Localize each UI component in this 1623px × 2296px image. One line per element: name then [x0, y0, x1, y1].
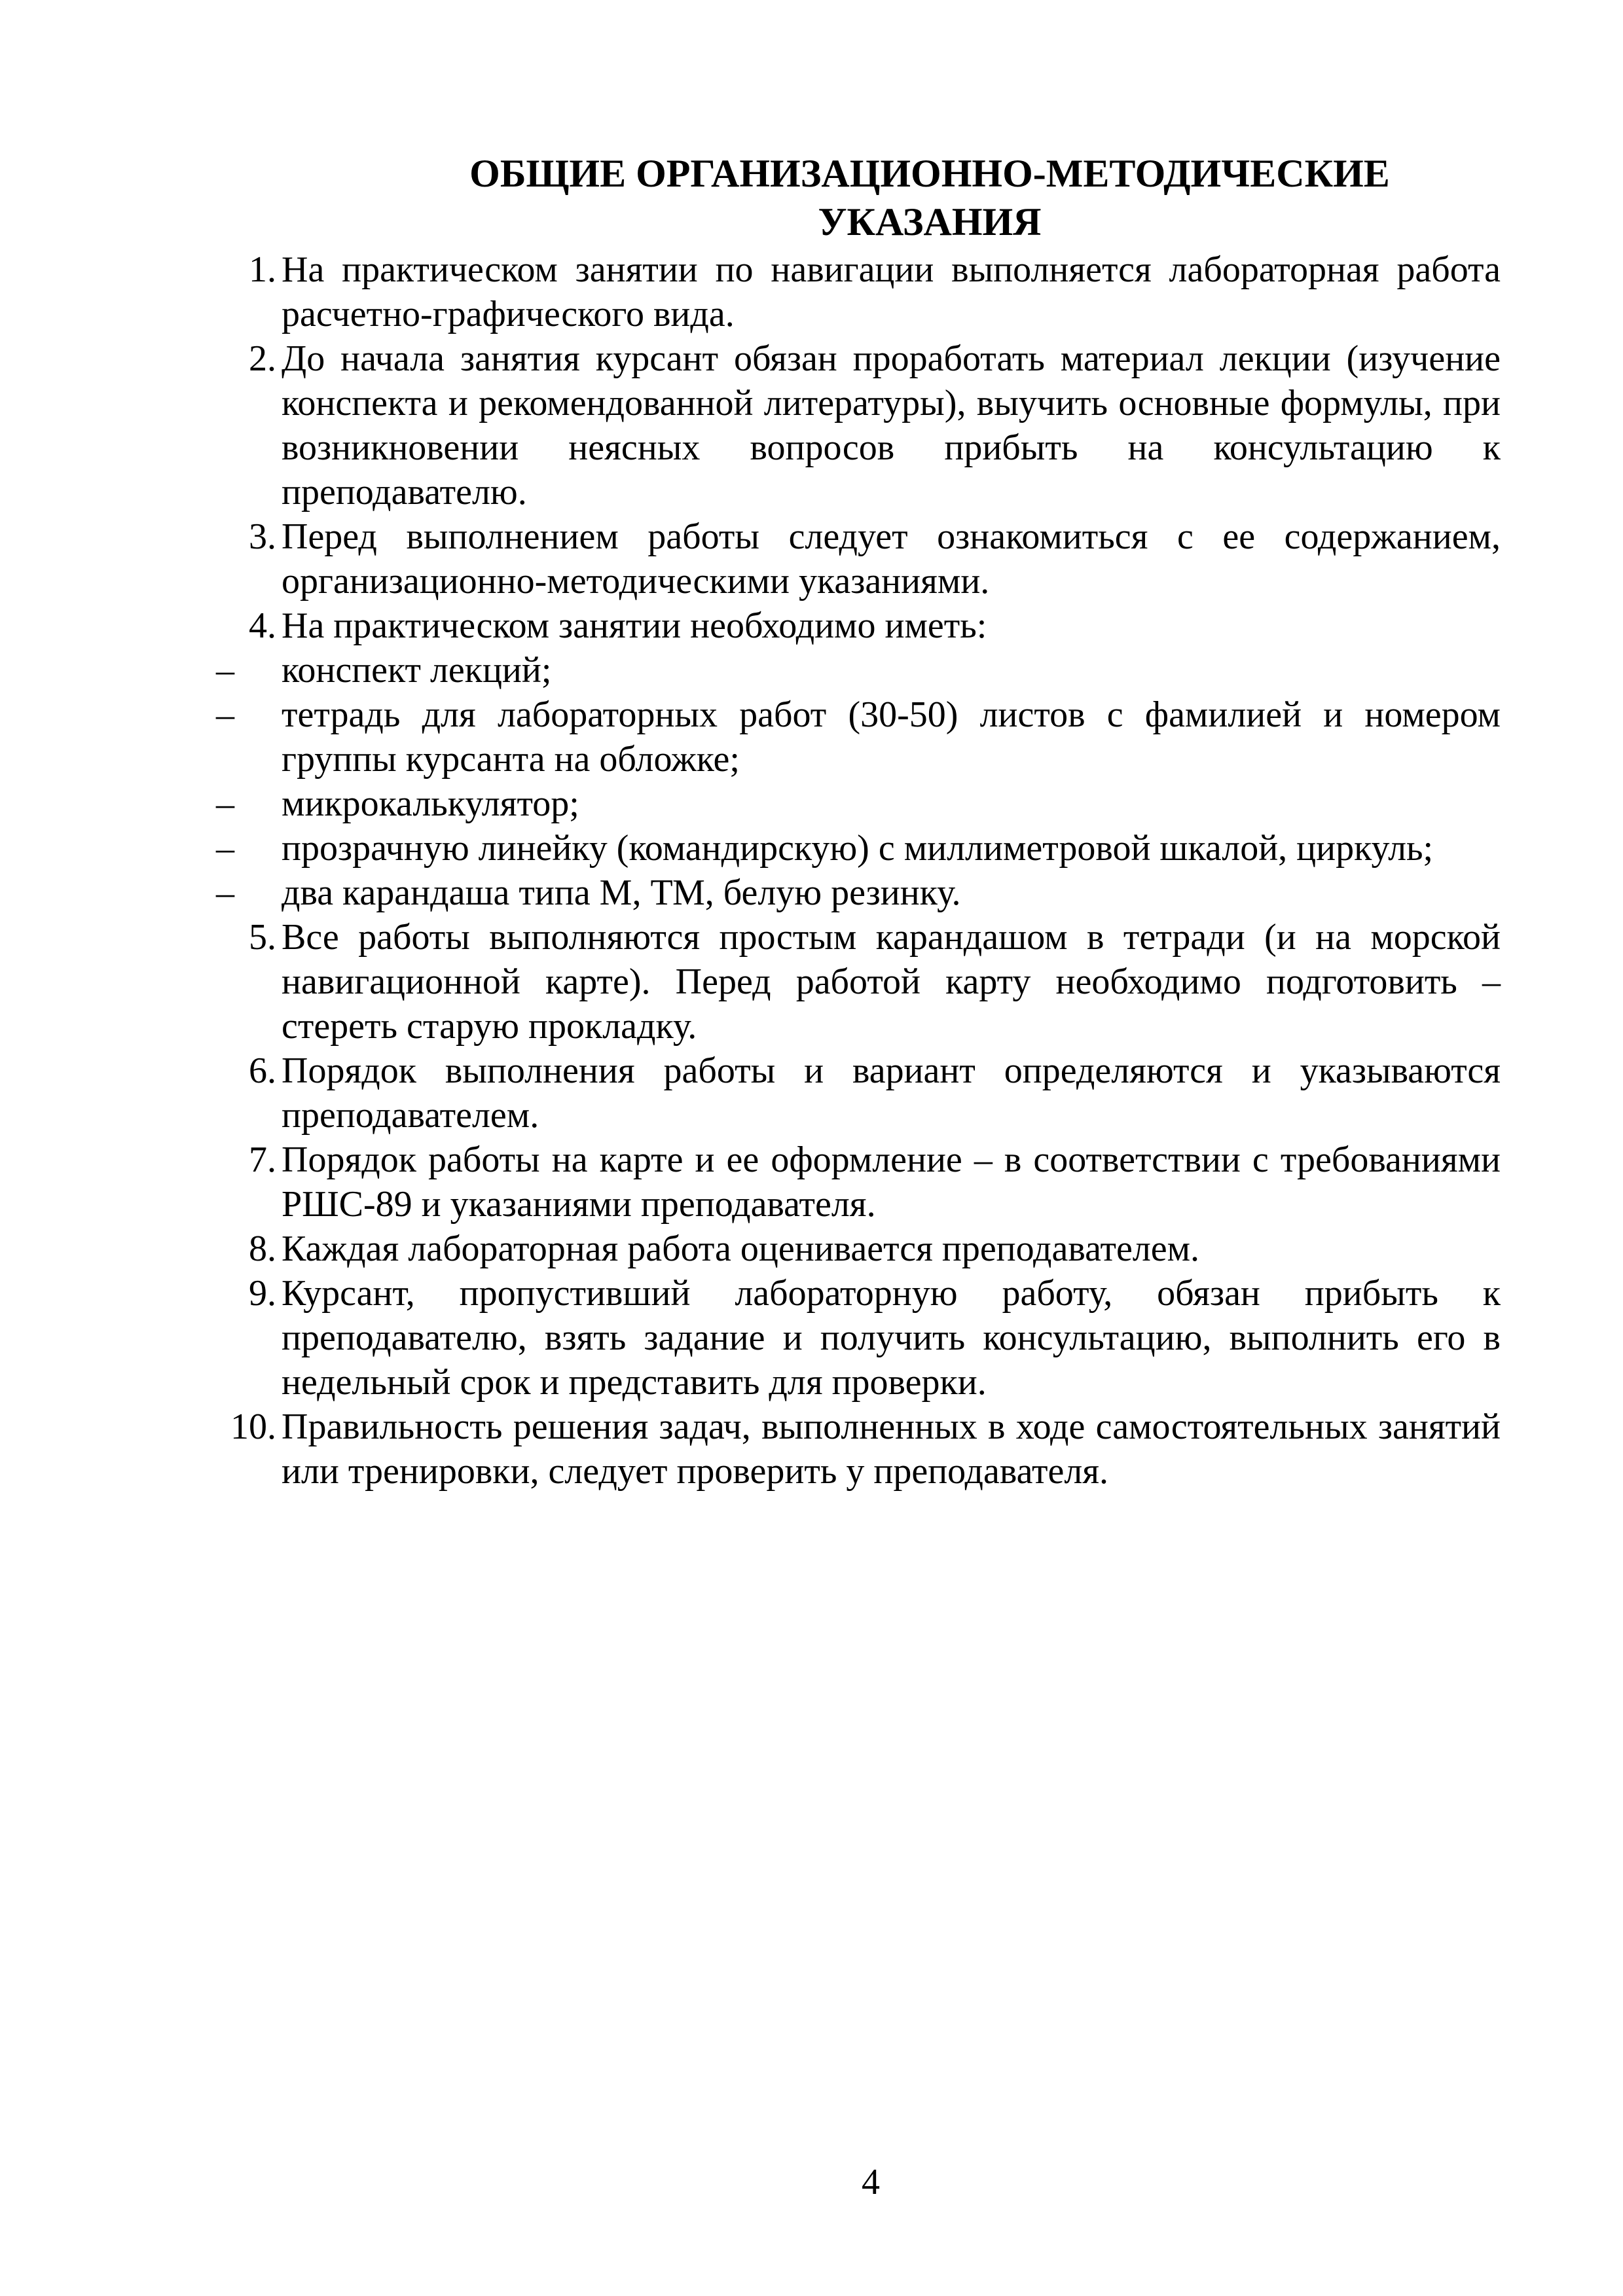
list-item-marker: – [216, 783, 234, 824]
list-item [216, 1138, 1501, 1227]
list-item-marker: 5. [249, 917, 276, 958]
list-item-text: Все работы выполняются простым карандашом в тетради (и на морской навигационной карте). Перед работой карту необходимо подготовить – стереть старую прокладку. [282, 917, 1501, 1047]
list-item [216, 1049, 1501, 1138]
list-item-text: Курсант, пропустивший лабораторную работу, обязан прибыть к преподавателю, взять задание и получить консультацию, выполнить его в недельный срок и представить для проверки. [282, 1273, 1501, 1403]
list-item-text: прозрачную линейку (командирскую) с миллиметровой шкалой, циркуль; [282, 828, 1434, 869]
list-item-text: конспект лекций; [282, 650, 552, 691]
list-item-text: Порядок работы на карте и ее оформление – в соответствии с требованиями РШС-89 и указаниями преподавателя. [282, 1139, 1501, 1225]
list-item-marker: – [216, 828, 234, 869]
list-item-text: Правильность решения задач, выполненных в ходе самостоятельных занятий или тренировки, следует проверить у преподавателя. [282, 1407, 1501, 1492]
list-item [216, 915, 1501, 1049]
list-item [216, 781, 1501, 826]
page-title-line-2: УКАЗАНИЯ [818, 200, 1042, 243]
list-item-marker: 2. [249, 338, 276, 379]
list-item-marker: – [216, 872, 234, 913]
list-item [216, 1271, 1501, 1405]
list-item [216, 826, 1501, 870]
page-title-line-1: ОБЩИЕ ОРГАНИЗАЦИОННО-МЕТОДИЧЕСКИЕ [469, 152, 1390, 195]
list-item-text: Перед выполнением работы следует ознакомиться с ее содержанием, организационно-методическими указаниями. [282, 516, 1501, 601]
list-item-text: На практическом занятии необходимо иметь: [282, 605, 987, 646]
list-item [216, 1227, 1501, 1271]
list-item-marker: 4. [249, 605, 276, 646]
list-item-text: Каждая лабораторная работа оценивается преподавателем. [282, 1229, 1200, 1269]
list-item-marker: 1. [249, 249, 276, 290]
list-item-text: Порядок выполнения работы и вариант определяются и указываются преподавателем. [282, 1050, 1501, 1136]
list-item-text: На практическом занятии по навигации выполняется лабораторная работа расчетно-графического вида. [282, 249, 1501, 334]
list-item-marker: 9. [249, 1273, 276, 1314]
list-item-text: До начала занятия курсант обязан проработать материал лекции (изучение конспекта и рекомендованной литературы), выучить основные формулы, при возникновении неясных вопросов прибыть на консультацию к преподавателю. [282, 338, 1501, 512]
list-item-text: микрокалькулятор; [282, 783, 579, 824]
list-item-marker: – [216, 694, 234, 735]
list-item [216, 648, 1501, 692]
list-item [216, 514, 1501, 603]
list-item-marker: 7. [249, 1139, 276, 1180]
list-item-marker: 6. [249, 1050, 276, 1091]
list-item [216, 247, 1501, 336]
list-item [216, 1405, 1501, 1494]
list-item-marker: 3. [249, 516, 276, 557]
list-item [216, 870, 1501, 915]
page-number: 4 [862, 2162, 880, 2202]
list-item [216, 336, 1501, 514]
list-item-marker: 10. [230, 1407, 276, 1447]
instructions-list [216, 247, 1501, 1494]
list-item [216, 603, 1501, 648]
page-title [282, 149, 1578, 246]
list-item-marker: – [216, 650, 234, 691]
list-item-text: тетрадь для лабораторных работ (30-50) листов с фамилией и номером группы курсанта на обложке; [282, 694, 1501, 780]
list-item-text: два карандаша типа М, ТМ, белую резинку. [282, 872, 961, 913]
list-item-marker: 8. [249, 1229, 276, 1269]
list-item [216, 692, 1501, 781]
